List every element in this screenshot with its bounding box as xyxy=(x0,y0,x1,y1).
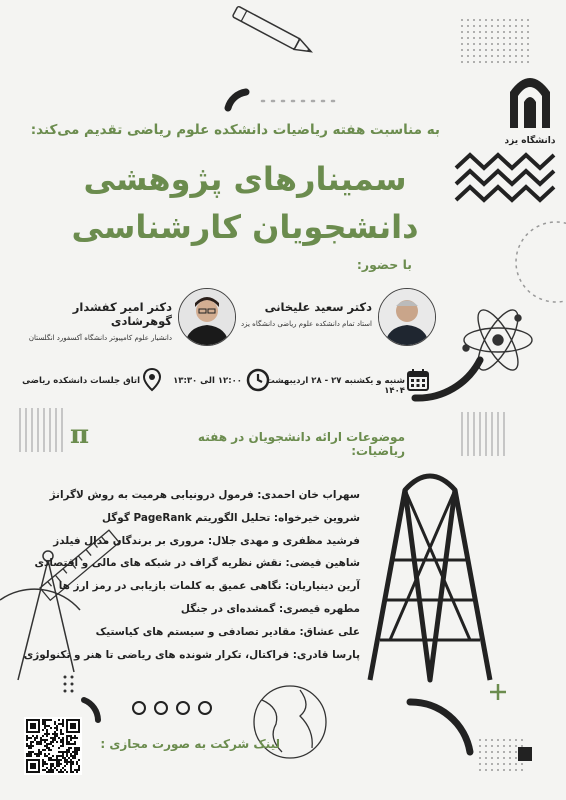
arc-decor-bottom xyxy=(84,700,98,720)
square-decor xyxy=(518,747,532,761)
hatch-right xyxy=(462,412,504,456)
dot-grid-bottom xyxy=(479,739,523,771)
page-title-line2: دانشجویان کارشناسی xyxy=(71,208,419,246)
speaker-name: دکتر سعید علیخانی xyxy=(264,300,372,314)
list-item: آرین دینیاریان: نگاهی عمیق به کلمات بازیابی در رمز ارز ها xyxy=(58,580,360,593)
speaker-card xyxy=(20,288,240,348)
clock-icon xyxy=(246,368,270,392)
list-item: علی عشاق: مقادیر تصادفی و سیستم های کیاستیک xyxy=(95,625,360,638)
dots-decor xyxy=(132,700,220,719)
arc-decor-bottom-right xyxy=(410,702,470,752)
intro-text: به مناسبت هفته ریاضیات دانشکده علوم ریاضی تقدیم می‌کند: xyxy=(30,122,440,138)
topics-heading: موضوعات ارائه دانشجویان در هفته ریاضیات: xyxy=(197,430,405,458)
pi-icon: π xyxy=(70,420,90,450)
date-text: شنبه و یکشنبه ۲۷ - ۲۸ اردیبهشت ۱۴۰۴ xyxy=(266,376,405,396)
avatar xyxy=(179,289,235,345)
list-item: سهراب خان احمدی: فرمول درونیابی هرمیت به روش لاگرانژ xyxy=(49,489,360,501)
qr-code[interactable] xyxy=(24,717,82,775)
list-item: شروین خیرخواه: تحلیل الگوریتم PageRank گوگل xyxy=(101,511,360,524)
speaker-photo xyxy=(378,288,436,346)
zigzag-decor xyxy=(456,155,554,200)
speaker-name: دکتر امیر کفشدار گوهرشادی xyxy=(72,300,172,328)
tiny-dots xyxy=(64,676,74,693)
list-item: پارسا قادری: فراکتال، تکرار شونده های ریاضی تا هنر و تکنولوژی xyxy=(23,648,360,661)
speaker-role: استاد تمام دانشکده علوم ریاضی دانشگاه یزد xyxy=(241,320,372,328)
location-text: اتاق جلسات دانشکده ریاضی xyxy=(22,376,140,386)
avatar xyxy=(379,289,435,345)
yazd-university-logo-icon xyxy=(500,70,560,130)
speaker-role: دانشیار علوم کامپیوتر دانشگاه آکسفورد انگلستان xyxy=(28,334,172,342)
time-text: ۱۲:۰۰ الی ۱۳:۳۰ xyxy=(173,376,242,386)
page-title-line1: سمینارهای پژوهشی xyxy=(83,160,407,198)
arc-decor-top xyxy=(228,92,246,108)
speaker-photo xyxy=(178,288,236,346)
hatch-left xyxy=(20,408,62,452)
list-item: فرشید مظفری و مهدی جلال: مروری بر برندگان مدال فیلدز xyxy=(53,534,360,547)
speaker-card xyxy=(240,288,435,348)
monument-illustration xyxy=(370,476,490,680)
plus-icon xyxy=(490,684,506,700)
presence-label: با حضور: xyxy=(356,257,412,272)
dot-grid-top xyxy=(461,19,529,63)
dashed-circle-decor xyxy=(516,222,566,302)
pencil-icon xyxy=(232,6,314,57)
calendar-icon xyxy=(406,368,430,392)
list-item: مطهره قیصری: گمشده‌ای در جنگل xyxy=(180,602,360,615)
location-pin-icon xyxy=(142,368,162,392)
list-item: شاهین فیضی: نقش نظریه گراف در شبکه های مالی و اقتصادی xyxy=(34,557,360,570)
university-logo xyxy=(500,70,560,150)
topics-list xyxy=(23,484,360,666)
university-logo-text: دانشگاه یزد xyxy=(504,136,556,146)
virtual-link-label[interactable]: لینک شرکت به صورت مجازی : xyxy=(100,737,280,751)
info-row xyxy=(20,368,430,396)
